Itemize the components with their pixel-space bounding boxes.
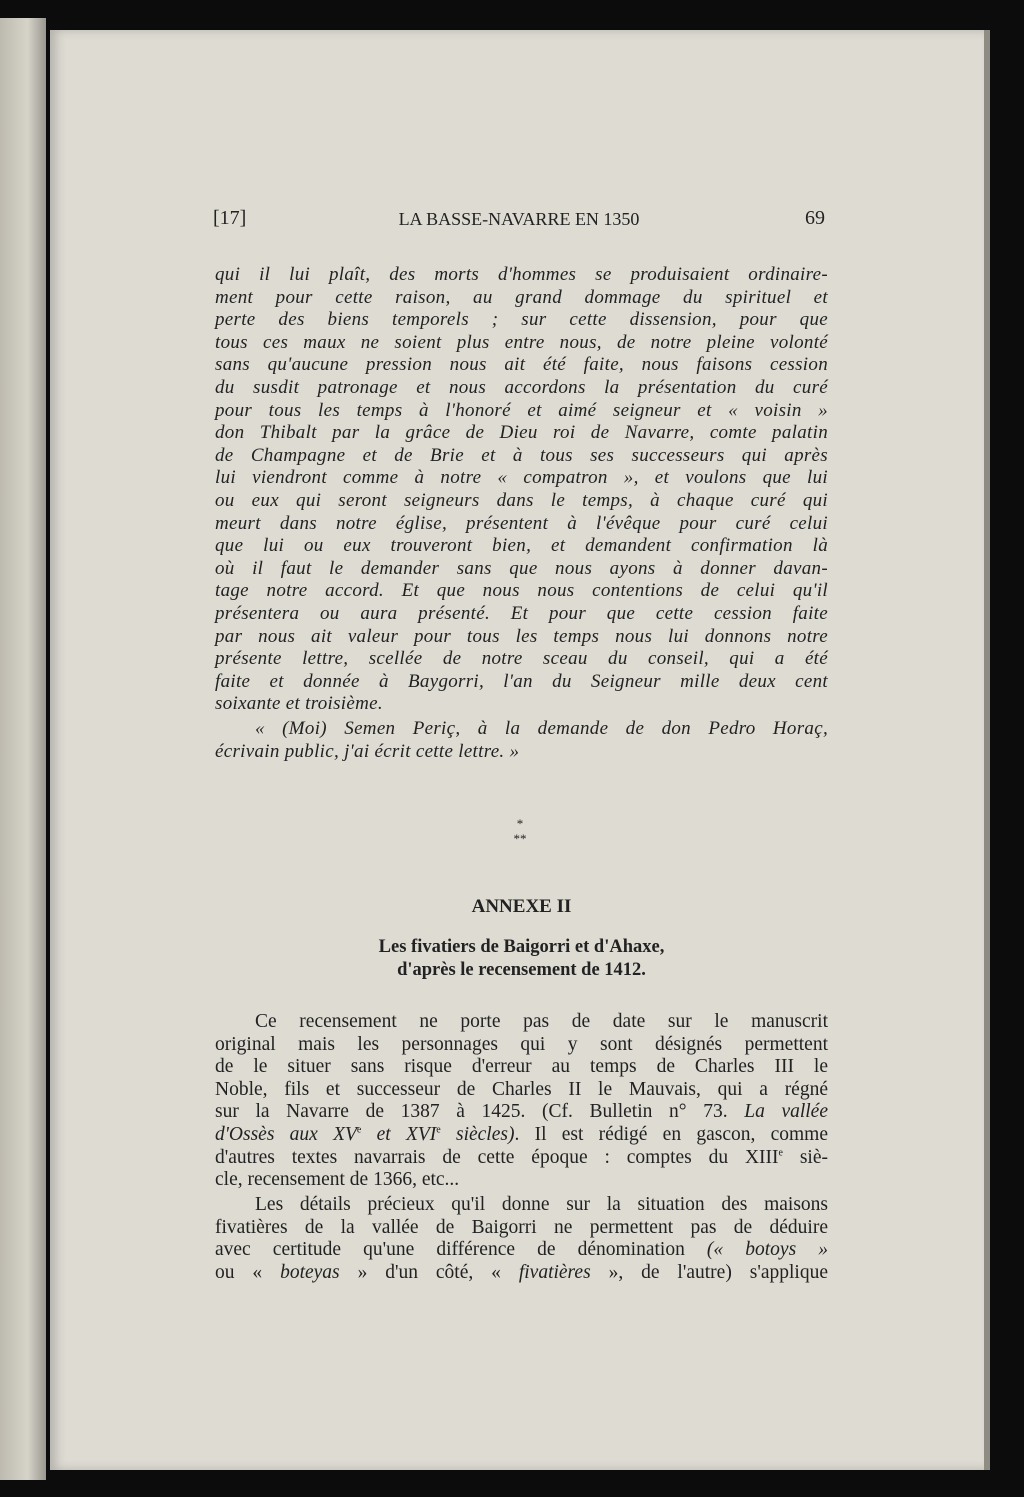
text-segment: et XVI xyxy=(361,1123,437,1145)
annex-paragraph-1 xyxy=(215,1011,828,1192)
text-segment: par nous ait valeur pour tous les temps nous lui donnons notre xyxy=(215,625,828,647)
text-line xyxy=(215,422,828,445)
text-segment: « (Moi) Semen Periç, à la demande de don Pedro Horaç, xyxy=(255,718,828,739)
annex-title: ANNEXE II xyxy=(471,896,572,917)
text-segment: de Champagne et de Brie et à tous ses successeurs qui après xyxy=(215,444,828,466)
text-line xyxy=(215,1194,828,1217)
text-segment: soixante et troisième. xyxy=(215,693,383,715)
text-segment: perte des biens temporels ; sur cette dissension, pour que xyxy=(215,309,828,331)
text-line xyxy=(215,648,828,671)
text-line xyxy=(215,332,828,355)
text-segment: qui il lui plaît, des morts d'hommes se produisaient ordinaire- xyxy=(215,264,828,285)
text-line xyxy=(215,603,828,626)
text-segment: du susdit patronage et nous accordons la présentation du curé xyxy=(215,376,828,398)
text-line xyxy=(215,693,828,716)
superscript: e xyxy=(778,1147,783,1159)
text-line xyxy=(215,1147,828,1170)
text-segment: siècles) xyxy=(440,1123,515,1145)
text-line xyxy=(215,1169,828,1192)
text-segment: pour tous les temps à l'honoré et aimé seigneur et « voisin » xyxy=(215,399,828,421)
text-segment: ou « xyxy=(215,1261,281,1283)
text-segment: siè- xyxy=(782,1146,829,1168)
text-line xyxy=(215,1034,828,1057)
text-line xyxy=(215,309,828,332)
text-line xyxy=(215,741,828,764)
text-segment: écrivain public, j'ai écrit cette lettre. » xyxy=(215,740,520,762)
text-line xyxy=(215,718,828,741)
page-number: 69 xyxy=(805,207,825,229)
text-line xyxy=(215,558,828,581)
section-number: [17] xyxy=(213,207,247,229)
text-segment: original mais les personnages qui y sont désignés permettent xyxy=(215,1033,828,1055)
text-segment: . Il est rédigé en gascon, comme xyxy=(514,1123,828,1145)
text-line xyxy=(215,1217,828,1240)
text-line xyxy=(215,1262,828,1285)
facing-page-edge xyxy=(0,18,46,1480)
text-segment: présentera ou aura présenté. Et pour que cette cession faite xyxy=(215,602,828,624)
text-segment: boteyas xyxy=(280,1261,340,1283)
text-segment: tage notre accord. Et que nous nous contentions de celui qu'il xyxy=(215,580,828,602)
asterisks: ** xyxy=(513,831,527,846)
page-edge xyxy=(984,30,990,1470)
text-line xyxy=(215,513,828,536)
running-title: LA BASSE-NAVARRE EN 1350 xyxy=(398,209,640,229)
running-header xyxy=(213,207,825,233)
annex-paragraph-2 xyxy=(215,1194,828,1284)
text-line xyxy=(215,264,828,287)
text-segment: don Thibalt par la grâce de Dieu roi de Navarre, comte palatin xyxy=(215,422,828,444)
text-segment: cle, recensement de 1366, etc... xyxy=(215,1169,460,1191)
text-segment: sur la Navarre de 1387 à 1425. (Cf. Bulletin n° 73. xyxy=(215,1101,745,1123)
text-segment: fivatières de la vallée de Baigorri ne permettent pas de déduire xyxy=(215,1216,828,1238)
text-segment: ou eux qui seront seigneurs dans le temps, à chaque curé qui xyxy=(215,489,828,511)
text-line xyxy=(215,1056,828,1079)
superscript: e xyxy=(436,1124,441,1136)
subtitle-line: d'après le recensement de 1412. xyxy=(397,960,646,980)
text-segment: Ce recensement ne porte pas de date sur le manuscrit xyxy=(255,1011,828,1032)
text-line xyxy=(215,467,828,490)
asterisk: * xyxy=(516,816,524,831)
text-segment: Noble, fils et successeur de Charles II le Mauvais, qui a régné xyxy=(215,1078,828,1100)
text-segment: de le situer sans risque d'erreur au temps de Charles III le xyxy=(215,1056,828,1078)
text-segment: où il faut le demander sans que nous ayons à donner davan- xyxy=(215,557,828,579)
text-segment: Les détails précieux qu'il donne sur la situation des maisons xyxy=(255,1194,828,1215)
text-segment: que lui ou eux trouveront bien, et demandent confirmation là xyxy=(215,535,828,557)
superscript: e xyxy=(356,1124,362,1136)
text-line xyxy=(215,1239,828,1262)
text-line xyxy=(215,535,828,558)
text-line xyxy=(215,671,828,694)
charter-translation xyxy=(215,264,828,716)
text-segment: d'Ossès aux XV xyxy=(215,1123,357,1145)
text-segment: avec certitude qu'une différence de dénomination xyxy=(215,1239,707,1261)
text-segment: tous ces maux ne soient plus entre nous, de notre pleine volonté xyxy=(215,331,828,353)
text-segment: » d'un côté, « xyxy=(339,1261,519,1283)
text-segment: (« botoys » xyxy=(706,1239,828,1261)
text-line xyxy=(215,445,828,468)
text-line xyxy=(215,1101,828,1124)
text-line xyxy=(215,490,828,513)
text-segment: présente lettre, scellée de notre sceau du conseil, qui a été xyxy=(215,648,828,670)
subtitle-line: Les fivatiers de Baigorri et d'Ahaxe, xyxy=(378,937,665,957)
text-segment: d'autres textes navarrais de cette époque : comptes du XIII xyxy=(215,1146,779,1168)
text-line xyxy=(215,1079,828,1102)
text-segment: La vallée xyxy=(744,1101,828,1123)
text-segment: fivatières xyxy=(518,1261,591,1283)
text-line xyxy=(215,287,828,310)
annex-subtitle xyxy=(215,936,828,982)
text-line xyxy=(215,400,828,423)
section-separator xyxy=(500,816,540,846)
text-segment: meurt dans notre église, présentent à l'évêque pour curé celui xyxy=(215,512,828,534)
text-segment: ment pour cette raison, au grand dommage du spirituel et xyxy=(215,286,828,308)
text-line xyxy=(215,1124,828,1147)
text-segment: lui viendront comme à notre « compatron », et voulons que lui xyxy=(215,467,828,489)
text-line xyxy=(215,580,828,603)
text-line xyxy=(215,1011,828,1034)
text-segment: », de l'autre) s'applique xyxy=(590,1261,828,1283)
charter-signature xyxy=(215,718,828,763)
text-line xyxy=(215,377,828,400)
text-segment: faite et donnée à Baygorri, l'an du Seigneur mille deux cent xyxy=(215,670,828,692)
text-segment: sans qu'aucune pression nous ait été faite, nous faisons cession xyxy=(215,354,828,376)
text-line xyxy=(215,354,828,377)
text-line xyxy=(215,626,828,649)
